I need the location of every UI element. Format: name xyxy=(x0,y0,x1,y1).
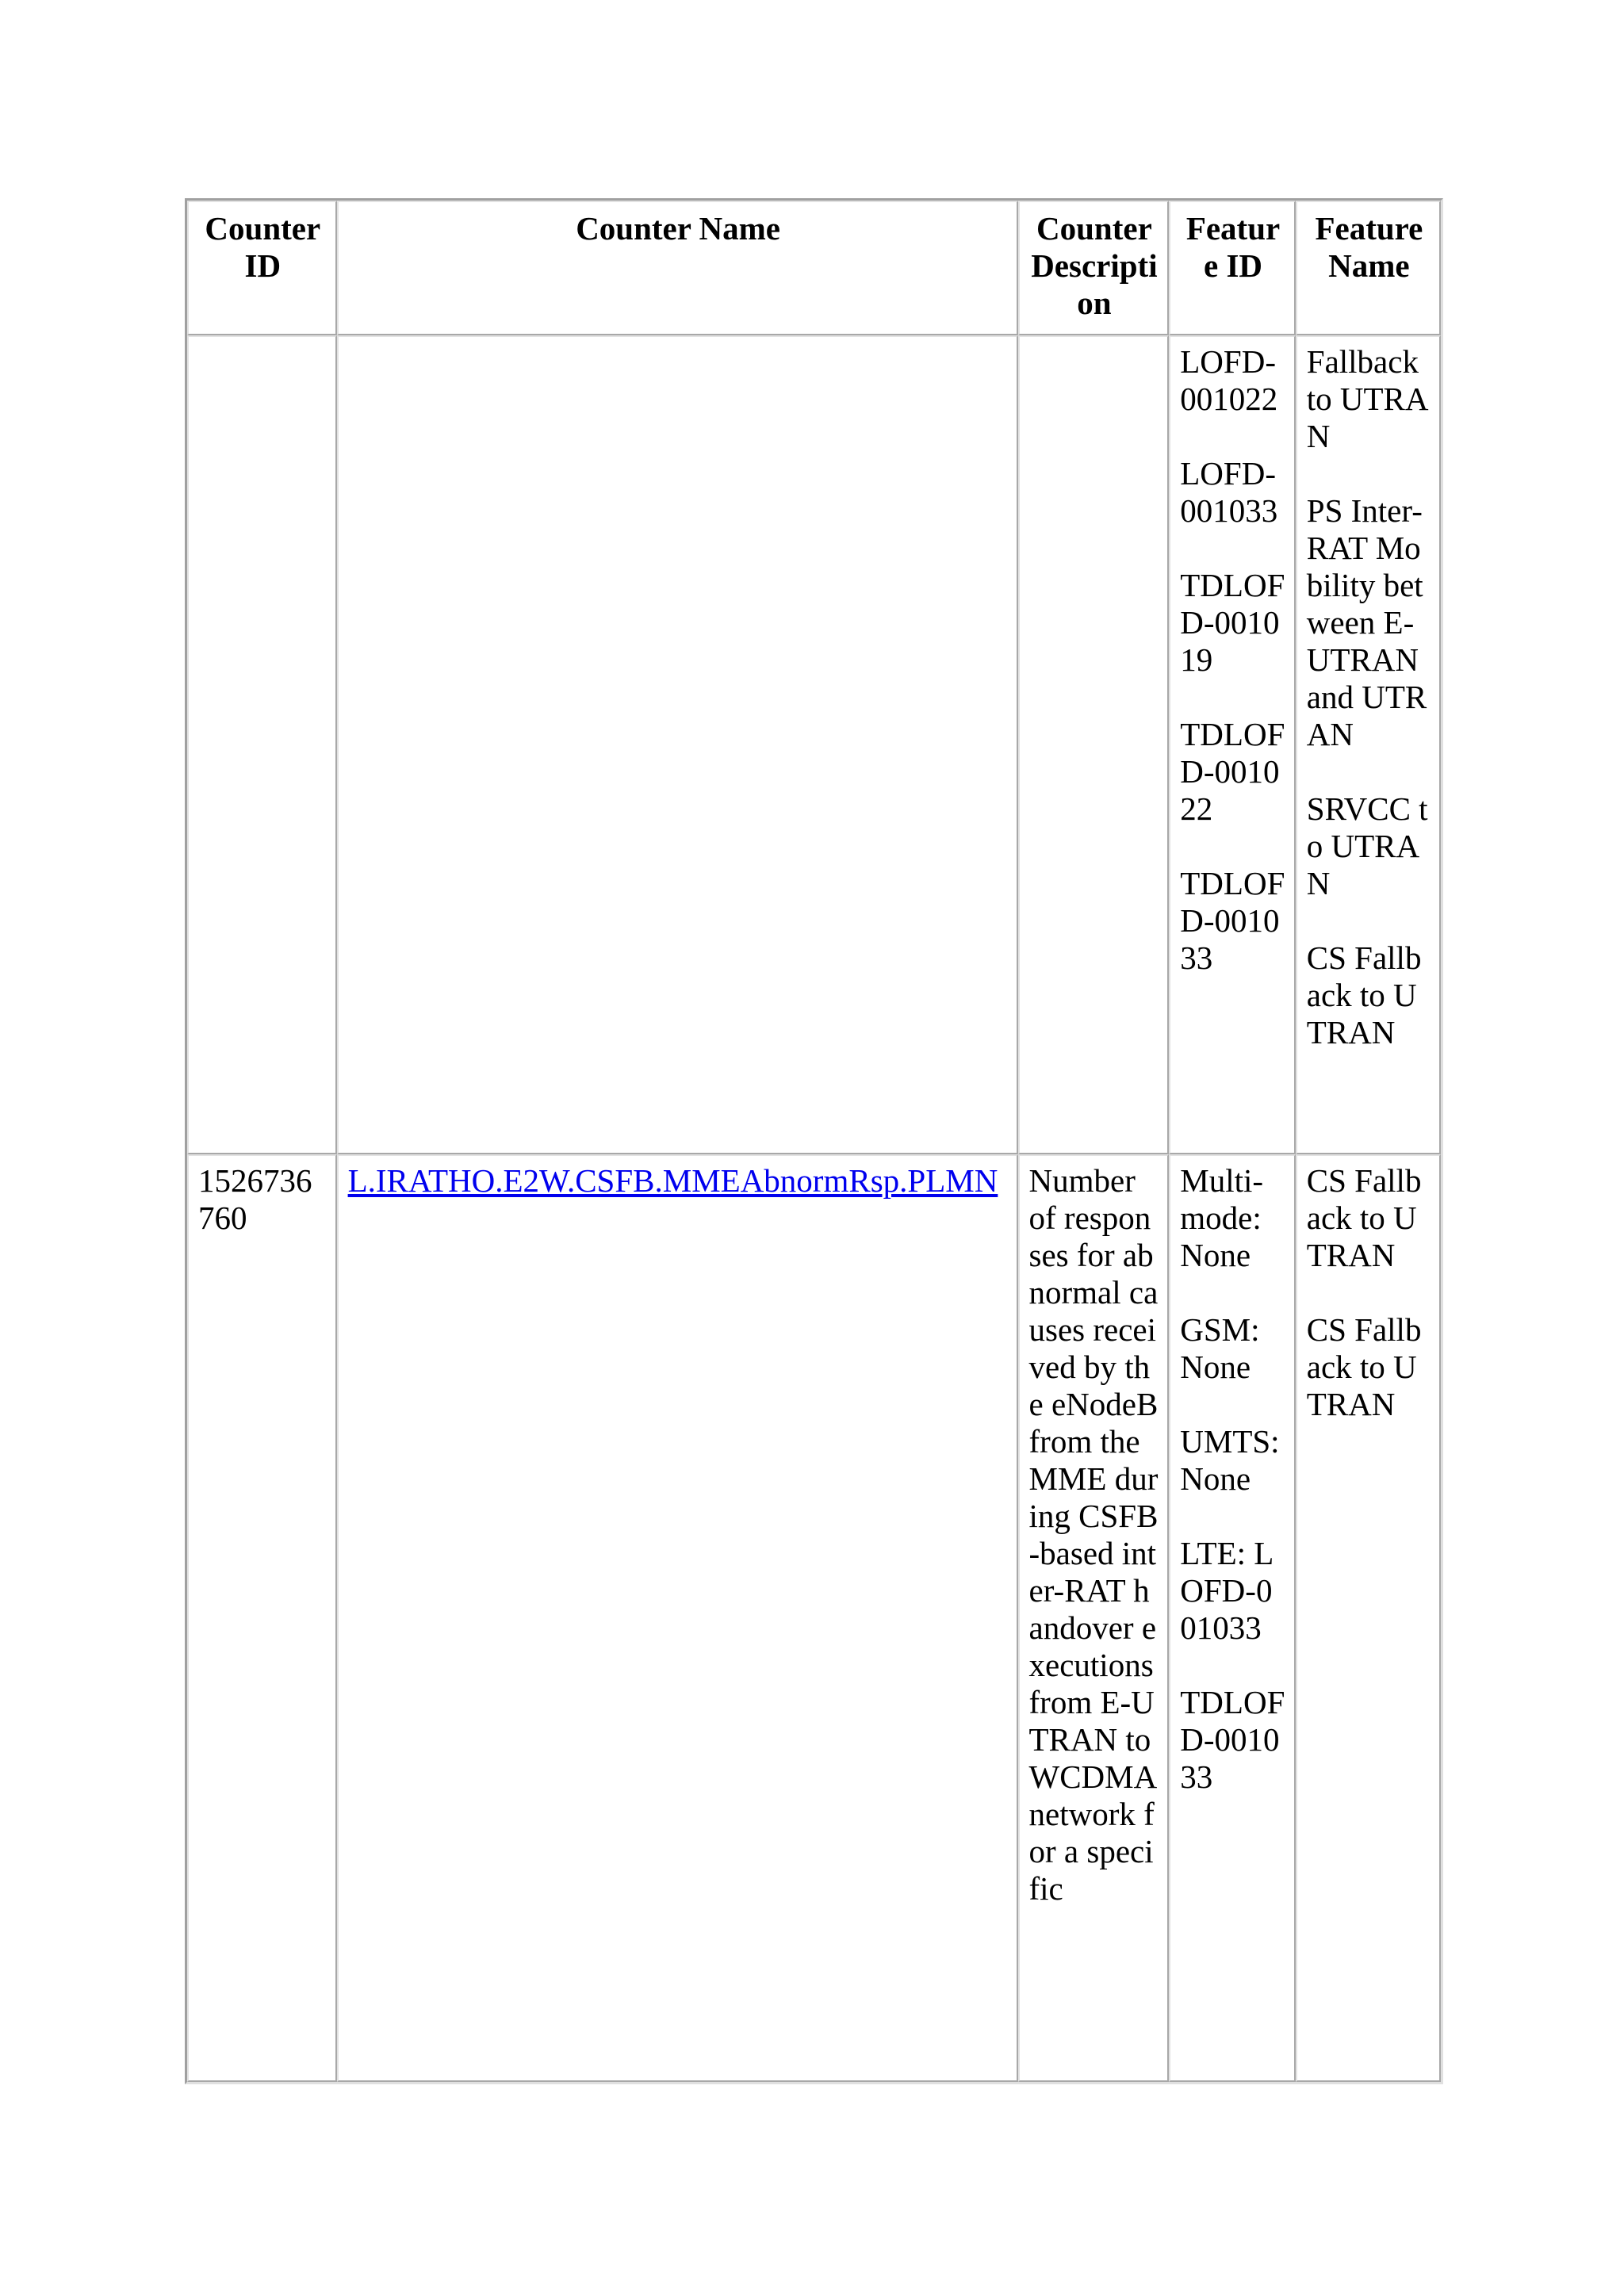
header-feature-id: Feature ID xyxy=(1169,201,1296,335)
feature-id-item: UMTS: None xyxy=(1180,1423,1280,1497)
feature-name-item: PS Inter-RAT Mobility between E-UTRAN and UTRAN xyxy=(1306,492,1427,752)
header-feature-name: Feature Name xyxy=(1296,201,1441,335)
feature-name-item: SRVCC to UTRAN xyxy=(1306,790,1428,901)
feature-id-item: TDLOFD-001019 xyxy=(1180,567,1285,678)
header-counter-id: Counter ID xyxy=(187,201,337,335)
counter-table xyxy=(185,198,1443,2084)
table-row xyxy=(187,1154,1441,2082)
feature-id-item: GSM: None xyxy=(1180,1311,1260,1385)
cell-counter-name xyxy=(337,335,1018,1154)
feature-name-item: Fallback to UTRAN xyxy=(1306,343,1429,454)
feature-id-item: LOFD-001022 xyxy=(1180,343,1278,417)
feature-id-item: TDLOFD-001033 xyxy=(1180,865,1285,976)
cell-counter-description: Number of responses for abnormal causes received by the eNodeB from the MME during CSFB-based inter-RAT handover executions from E-UTRAN to WCDMA network for a specific xyxy=(1018,1154,1170,2082)
header-counter-description: Counter Description xyxy=(1018,201,1170,335)
feature-id-item: LOFD-001033 xyxy=(1180,455,1278,529)
feature-id-item: TDLOFD-001022 xyxy=(1180,716,1285,827)
cell-counter-id: 1526736760 xyxy=(187,1154,337,2082)
cell-feature-name xyxy=(1296,1154,1441,2082)
feature-name-item: CS Fallback to UTRAN xyxy=(1306,1162,1422,1273)
counter-name-link[interactable]: L.IRATHO.E2W.CSFB.MMEAbnormRsp.PLMN xyxy=(347,1162,998,1199)
cell-counter-id xyxy=(187,335,337,1154)
header-counter-name: Counter Name xyxy=(337,201,1018,335)
feature-id-item: LTE: LOFD-001033 xyxy=(1180,1535,1274,1646)
cell-counter-description xyxy=(1018,335,1170,1154)
feature-id-item: Multi-mode: None xyxy=(1180,1162,1264,1273)
cell-feature-id xyxy=(1169,1154,1296,2082)
feature-name-item: CS Fallback to UTRAN xyxy=(1306,1311,1422,1422)
table-row xyxy=(187,335,1441,1154)
cell-feature-id xyxy=(1169,335,1296,1154)
feature-id-item: TDLOFD-001033 xyxy=(1180,1684,1285,1795)
cell-feature-name xyxy=(1296,335,1441,1154)
cell-counter-name xyxy=(337,1154,1018,2082)
table-header-row xyxy=(187,201,1441,335)
feature-name-item: CS Fallback to UTRAN xyxy=(1306,939,1422,1050)
